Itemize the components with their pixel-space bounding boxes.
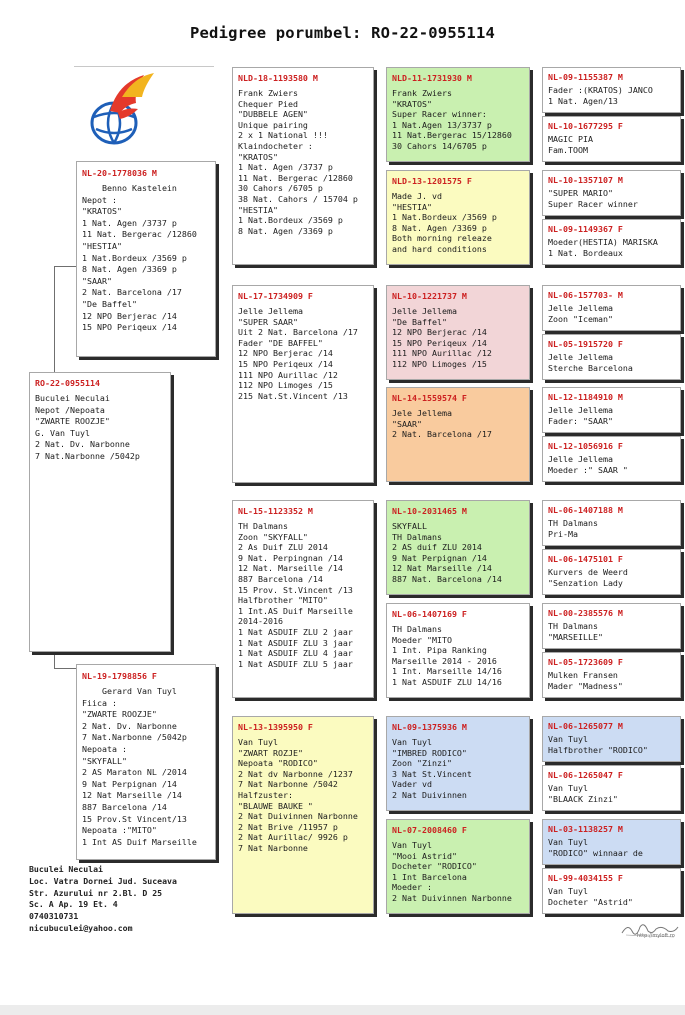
pedigree-line: Benno Kastelein <box>102 183 177 193</box>
pedigree-line: Jelle Jellema <box>548 303 613 313</box>
pedigree-line: "BLAACK Zinzi" <box>548 793 618 804</box>
pedigree-line: "RODICO" winnaar de <box>548 847 643 858</box>
pedigree-line: Moeder(HESTIA) MARISKA <box>548 237 658 247</box>
great-grandparent-card <box>386 170 530 265</box>
pedigree-line: "KRATOS" <box>238 151 278 162</box>
pedigree-line: Docheter "RODICO" <box>392 861 477 872</box>
pedigree-line: 887 Nat. Barcelona /14 <box>392 573 502 584</box>
pedigree-line: 9 Nat. Perpingnan /14 <box>238 552 343 563</box>
pedigree-line: Moeder "MITO <box>392 634 452 645</box>
dam-card <box>76 664 216 860</box>
great-great-grandparent-card <box>542 868 681 914</box>
ring-number: NL-17-1734909 F <box>238 291 313 301</box>
owner-line: Loc. Vatra Dornei Jud. Suceava <box>29 875 177 886</box>
owner-line: Sc. A Ap. 19 Et. 4 <box>29 899 118 910</box>
pedigree-line: 30 Cahors 14/6705 p <box>392 140 487 151</box>
pedigree-line: TH Dalmans <box>548 518 598 528</box>
pedigree-line: Mader "Madness" <box>548 680 623 691</box>
pedigree-line: "SUPER MARIO" <box>548 188 613 198</box>
owner-line: Buculei Neculai <box>29 864 103 874</box>
great-grandparent-card <box>386 285 530 380</box>
pedigree-line: Zoon "Zinzi" <box>392 758 452 769</box>
pedigree-line: 12 NPO Berjerac /14 <box>392 327 487 338</box>
pedigree-line: Both morning releaze <box>392 233 492 244</box>
pedigree-line: Van Tuyl <box>238 737 278 747</box>
pedigree-line: 3 Nat St.Vincent <box>392 768 472 779</box>
pedigree-line: "DUBBELE AGEN" <box>238 109 308 120</box>
pedigree-line: 1 Int AS Duif Marseille <box>82 836 197 847</box>
pedigree-line: "BLAUWE BAUKE " <box>238 800 313 811</box>
great-grandparent-card <box>386 387 530 482</box>
pedigree-line: Frank Zwiers <box>238 88 298 98</box>
pedigree-line: Jelle Jellema <box>548 454 613 464</box>
pedigree-line: 1 Nat ASDUIF ZLU 4 jaar <box>238 648 353 659</box>
pedigree-line: "MARSEILLE" <box>548 631 603 642</box>
great-grandparent-card <box>386 819 530 914</box>
pedigree-line: 2014-2016 <box>238 616 283 627</box>
pedigree-line: 12 NPO Berjerac /14 <box>82 310 177 321</box>
pedigree-line: Van Tuyl <box>548 886 588 896</box>
great-grandparent-card <box>386 603 530 698</box>
ring-number: NL-14-1559574 F <box>392 393 467 403</box>
pedigree-line: Nepot /Nepoata <box>35 404 105 415</box>
pedigree-line: Fader: "SAAR" <box>548 415 613 426</box>
pedigree-line: "HESTIA" <box>238 204 278 215</box>
pedigree-line: 30 Cahors /6705 p <box>238 183 323 194</box>
pedigree-line: "Mooi Astrid" <box>392 850 457 861</box>
pedigree-line: 215 Nat.St.Vincent /13 <box>238 390 348 401</box>
ring-number: NL-13-1395950 F <box>238 722 313 732</box>
pedigree-line: "Senzation Lady <box>548 577 623 588</box>
pedigree-line: 7 Nat.Narbonne /5042p <box>82 732 187 743</box>
ring-number: NL-09-1375936 M <box>392 722 467 732</box>
signature-icon <box>618 915 682 949</box>
pedigree-line: Nepot : <box>82 194 117 205</box>
pedigree-line: 1 Int. Pipa Ranking <box>392 645 487 656</box>
pedigree-line: 1 Nat. Agen /3737 p <box>82 217 177 228</box>
pedigree-line: Nepoata :"MITO" <box>82 825 157 836</box>
pedigree-line: 1 Nat ASDUIF ZLU 2 jaar <box>238 626 353 637</box>
ring-number: NL-06-1265077 M <box>548 721 623 731</box>
pedigree-line: 7 Nat Narbonne <box>238 842 308 853</box>
sire-card <box>76 161 216 357</box>
pedigree-line: "SAAR" <box>82 275 112 286</box>
pedigree-line: Frank Zwiers <box>392 88 452 98</box>
ring-number: NL-03-1138257 M <box>548 824 623 834</box>
pedigree-line: 887 Barcelona /14 <box>238 573 323 584</box>
pedigree-line: Van Tuyl <box>548 783 588 793</box>
pedigree-line: 1 Nat.Bordeux /3569 p <box>238 215 343 226</box>
grandparent-card <box>232 67 374 265</box>
pedigree-line: 2 Nat. Dv. Narbonne <box>82 720 177 731</box>
pedigree-line: Marseille 2014 - 2016 <box>392 655 497 666</box>
pedigree-line: Zoon "Iceman" <box>548 313 613 324</box>
pedigree-line: Jelle Jellema <box>238 306 303 316</box>
pedigree-line: Unique pairing <box>238 119 308 130</box>
pedigree-line: 12 NPO Berjerac /14 <box>238 348 333 359</box>
pedigree-line: 11 Nat. Bergerac /12860 <box>238 172 353 183</box>
pedigree-line: 2 x 1 National !!! <box>238 130 328 141</box>
pedigree-line: 11 Nat. Bergerac /12860 <box>82 229 197 240</box>
pedigree-line: "KRATOS" <box>82 206 122 217</box>
pedigree-line: 11 Nat.Bergerac 15/12860 <box>392 130 512 141</box>
pedigree-line: 1 Int Barcelona <box>392 871 467 882</box>
pedigree-line: Fader :(KRATOS) JANCO <box>548 85 653 95</box>
pedigree-line: 1 Nat ASDUIF ZLU 14/16 <box>392 676 502 687</box>
pedigree-line: 2 Nat Duivinnen <box>392 789 467 800</box>
pedigree-line: 9 Nat Perpignan /14 <box>82 778 177 789</box>
pedigree-line: Van Tuyl <box>548 734 588 744</box>
great-great-grandparent-card <box>542 67 681 113</box>
pedigree-line: Van Tuyl <box>548 837 588 847</box>
pedigree-line: SKYFALL <box>392 521 427 531</box>
pedigree-line: Jelle Jellema <box>548 352 613 362</box>
pedigree-line: 112 NPO Limoges /15 <box>392 358 487 369</box>
pedigree-line: 12 Nat. Marseille /14 <box>238 563 343 574</box>
pedigree-line: G. Van Tuyl <box>35 427 90 438</box>
great-grandparent-card <box>386 500 530 595</box>
ring-number: NL-00-2385576 M <box>548 608 623 618</box>
ring-number: NL-10-2031465 M <box>392 506 467 516</box>
pedigree-line: "HESTIA" <box>82 240 122 251</box>
pedigree-line: Kurvers de Weerd <box>548 567 628 577</box>
pedigree-line: 1 Nat ASDUIF ZLU 5 jaar <box>238 658 353 669</box>
pedigree-line: Jelle Jellema <box>548 405 613 415</box>
pedigree-line: "ZWARTE ROOZJE" <box>82 709 157 720</box>
pedigree-line: 8 Nat. Agen /3369 p <box>392 222 487 233</box>
ring-number: NL-06-1265047 F <box>548 770 623 780</box>
pedigree-line: Super Racer winner: <box>392 109 487 120</box>
pedigree-line: 1 Nat. Agen /3737 p <box>238 162 333 173</box>
pedigree-line: 1 Nat.Agen 13/3737 p <box>392 119 492 130</box>
ring-number: NL-06-157703- M <box>548 290 623 300</box>
pedigree-line: Gerard Van Tuyl <box>102 686 177 696</box>
pedigree-line: 15 NPO Periqeux /14 <box>392 337 487 348</box>
ring-number: NL-10-1677295 F <box>548 121 623 131</box>
pedigree-line: Nepoata "RODICO" <box>238 758 318 769</box>
pedigree-line: Made J. vd <box>392 191 442 201</box>
ring-number: NLD-18-1193580 M <box>238 73 318 83</box>
pedigree-line: 112 NPO Limoges /15 <box>238 380 333 391</box>
pedigree-line: 887 Barcelona /14 <box>82 801 167 812</box>
pedigree-line: 9 Nat Perpignan /14 <box>392 552 487 563</box>
grandparent-card <box>232 285 374 483</box>
pedigree-line: "SKYFALL" <box>82 755 127 766</box>
pedigree-line: Chequer Pied <box>238 98 298 109</box>
pedigree-line: MAGIC PIA <box>548 134 593 144</box>
grandparent-card <box>232 500 374 698</box>
pedigree-line: 2 Nat Aurillac/ 9926 p <box>238 832 348 843</box>
great-great-grandparent-card <box>542 285 681 331</box>
pedigree-line: Klaindocheter : <box>238 140 313 151</box>
pedigree-line: 111 NPO Aurillac /12 <box>392 348 492 359</box>
ring-number: NL-06-1407188 M <box>548 505 623 515</box>
pedigree-line: 2 Nat Duivinnen Narbonne <box>392 892 512 903</box>
great-great-grandparent-card <box>542 765 681 811</box>
pedigree-line: "SAAR" <box>392 418 422 429</box>
pedigree-line: 2 Nat dv Narbonne /1237 <box>238 768 353 779</box>
footer-url: http://myloft.ro <box>637 933 675 939</box>
great-great-grandparent-card <box>542 549 681 595</box>
logo-panel <box>74 66 214 158</box>
ring-number: NL-09-1155387 M <box>548 72 623 82</box>
pedigree-line: Sterche Barcelona <box>548 362 633 373</box>
great-great-grandparent-card <box>542 334 681 380</box>
great-grandparent-card <box>386 716 530 811</box>
pedigree-line: 38 Nat. Cahors / 15704 p <box>238 193 358 204</box>
dove-globe-logo-icon <box>74 67 214 159</box>
pedigree-line: 1 Nat ASDUIF ZLU 3 jaar <box>238 637 353 648</box>
pedigree-line: Fiica : <box>82 697 117 708</box>
great-great-grandparent-card <box>542 170 681 216</box>
pedigree-line: Moeder : <box>392 882 432 893</box>
pedigree-line: 1 Int.AS Duif Marseille <box>238 605 353 616</box>
great-great-grandparent-card <box>542 387 681 433</box>
pedigree-line: 1 Int. Marseille 14/16 <box>392 666 502 677</box>
bottom-band <box>0 1005 685 1015</box>
pedigree-line: Mulken Fransen <box>548 670 618 680</box>
page-title: Pedigree porumbel: RO-22-0955114 <box>189 24 496 42</box>
pedigree-line: "IMBRED RODICO" <box>392 747 467 758</box>
ring-number: NL-06-1475101 F <box>548 554 623 564</box>
pedigree-line: "SUPER SAAR" <box>238 316 298 327</box>
pedigree-line: Zoon "SKYFALL" <box>238 531 308 542</box>
grandparent-card <box>232 716 374 914</box>
pedigree-line: and hard conditions <box>392 243 487 254</box>
great-great-grandparent-card <box>542 716 681 762</box>
pedigree-line: Halfbrother "MITO" <box>238 595 328 606</box>
pedigree-line: 7 Nat Narbonne /5042 <box>238 779 338 790</box>
pedigree-line: 2 Nat. Barcelona /17 <box>392 429 492 440</box>
owner-info <box>29 864 177 935</box>
ring-number: NL-10-1357107 M <box>548 175 623 185</box>
ring-number: NL-07-2008460 F <box>392 825 467 835</box>
pedigree-line: Jele Jellema <box>392 408 452 418</box>
owner-line: 0740310731 <box>29 911 79 922</box>
ring-number: NL-19-1798856 F <box>82 671 157 681</box>
pedigree-line: 15 Prov. St.Vincent /13 <box>238 584 353 595</box>
pedigree-line: 2 AS duif ZLU 2014 <box>392 542 482 553</box>
great-great-grandparent-card <box>542 603 681 649</box>
pedigree-line: Super Racer winner <box>548 198 638 209</box>
pedigree-line: Buculei Neculai <box>35 393 110 403</box>
pedigree-line: "HESTIA" <box>392 201 432 212</box>
ring-number: NL-09-1149367 F <box>548 224 623 234</box>
ring-number: NL-10-1221737 M <box>392 291 467 301</box>
ring-number: NLD-11-1731930 M <box>392 73 472 83</box>
pedigree-line: 2 Nat Duivinnen Narbonne <box>238 811 358 822</box>
pedigree-line: Halfzuster: <box>238 789 293 800</box>
ring-number: NL-05-1915720 F <box>548 339 623 349</box>
pedigree-line: Docheter "Astrid" <box>548 896 633 907</box>
ring-number: NL-99-4034155 F <box>548 873 623 883</box>
pedigree-line: Nepoata : <box>82 743 127 754</box>
pedigree-line: Fam.TOOM <box>548 144 588 155</box>
pedigree-line: Vader vd <box>392 779 432 790</box>
pedigree-line: "De Baffel" <box>392 316 447 327</box>
pedigree-line: 2 Nat. Dv. Narbonne <box>35 439 130 450</box>
pedigree-line: Fader "DE BAFFEL" <box>238 337 323 348</box>
pedigree-line: TH Dalmans <box>238 521 288 531</box>
pedigree-line: Moeder :" SAAR " <box>548 464 628 475</box>
owner-line: Str. Azurului nr 2.Bl. D 25 <box>29 887 163 898</box>
great-great-grandparent-card <box>542 116 681 162</box>
pedigree-line: 2 Nat Brive /11957 p <box>238 821 338 832</box>
pedigree-line: 2 As Duif ZLU 2014 <box>238 542 328 553</box>
pedigree-line: 8 Nat. Agen /3369 p <box>238 225 333 236</box>
pedigree-line: 2 Nat. Barcelona /17 <box>82 287 182 298</box>
pedigree-line: 1 Nat. Bordeaux <box>548 247 623 258</box>
pedigree-line: "De Baffel" <box>82 298 137 309</box>
pedigree-line: Pri-Ma <box>548 528 578 539</box>
ring-number: NLD-13-1201575 F <box>392 176 472 186</box>
ring-number: NL-05-1723609 F <box>548 657 623 667</box>
ring-number: NL-12-1056916 F <box>548 441 623 451</box>
pedigree-line: 15 NPO Periqeux /14 <box>238 358 333 369</box>
pedigree-line: 1 Nat.Bordeux /3569 p <box>392 212 497 223</box>
pedigree-line: Jelle Jellema <box>392 306 457 316</box>
pedigree-line: 111 NPO Aurillac /12 <box>238 369 338 380</box>
ring-number: NL-15-1123352 M <box>238 506 313 516</box>
pedigree-line: Van Tuyl <box>392 840 432 850</box>
great-grandparent-card <box>386 67 530 162</box>
pedigree-line: 8 Nat. Agen /3369 p <box>82 264 177 275</box>
great-great-grandparent-card <box>542 436 681 482</box>
great-great-grandparent-card <box>542 219 681 265</box>
great-great-grandparent-card <box>542 819 681 865</box>
subject-card <box>29 372 171 652</box>
pedigree-line: Van Tuyl <box>392 737 432 747</box>
pedigree-line: 15 Prov.St Vincent/13 <box>82 813 187 824</box>
pedigree-line: 2 AS Maraton NL /2014 <box>82 767 187 778</box>
pedigree-line: 1 Nat. Agen/13 <box>548 95 618 106</box>
pedigree-line: Halfbrother "RODICO" <box>548 744 648 755</box>
pedigree-line: TH Dalmans <box>392 624 442 634</box>
pedigree-line: 12 Nat Marseille /14 <box>392 563 492 574</box>
pedigree-line: 7 Nat.Narbonne /5042p <box>35 450 140 461</box>
ring-number: NL-06-1407169 F <box>392 609 467 619</box>
pedigree-line: "ZWART ROZJE" <box>238 747 303 758</box>
great-great-grandparent-card <box>542 500 681 546</box>
pedigree-line: "ZWARTE ROOZJE" <box>35 416 110 427</box>
pedigree-line: TH Dalmans <box>392 531 442 542</box>
owner-line: nicubuculei@yahoo.com <box>29 922 133 933</box>
pedigree-line: "KRATOS" <box>392 98 432 109</box>
pedigree-line: 15 NPO Periqeux /14 <box>82 322 177 333</box>
ring-number: RO-22-0955114 <box>35 378 100 388</box>
ring-number: NL-12-1184910 M <box>548 392 623 402</box>
great-great-grandparent-card <box>542 652 681 698</box>
pedigree-line: Uit 2 Nat. Barcelona /17 <box>238 327 358 338</box>
pedigree-line: TH Dalmans <box>548 621 598 631</box>
pedigree-line: 1 Nat.Bordeux /3569 p <box>82 252 187 263</box>
ring-number: NL-20-1778036 M <box>82 168 157 178</box>
pedigree-line: 12 Nat Marseille /14 <box>82 790 182 801</box>
